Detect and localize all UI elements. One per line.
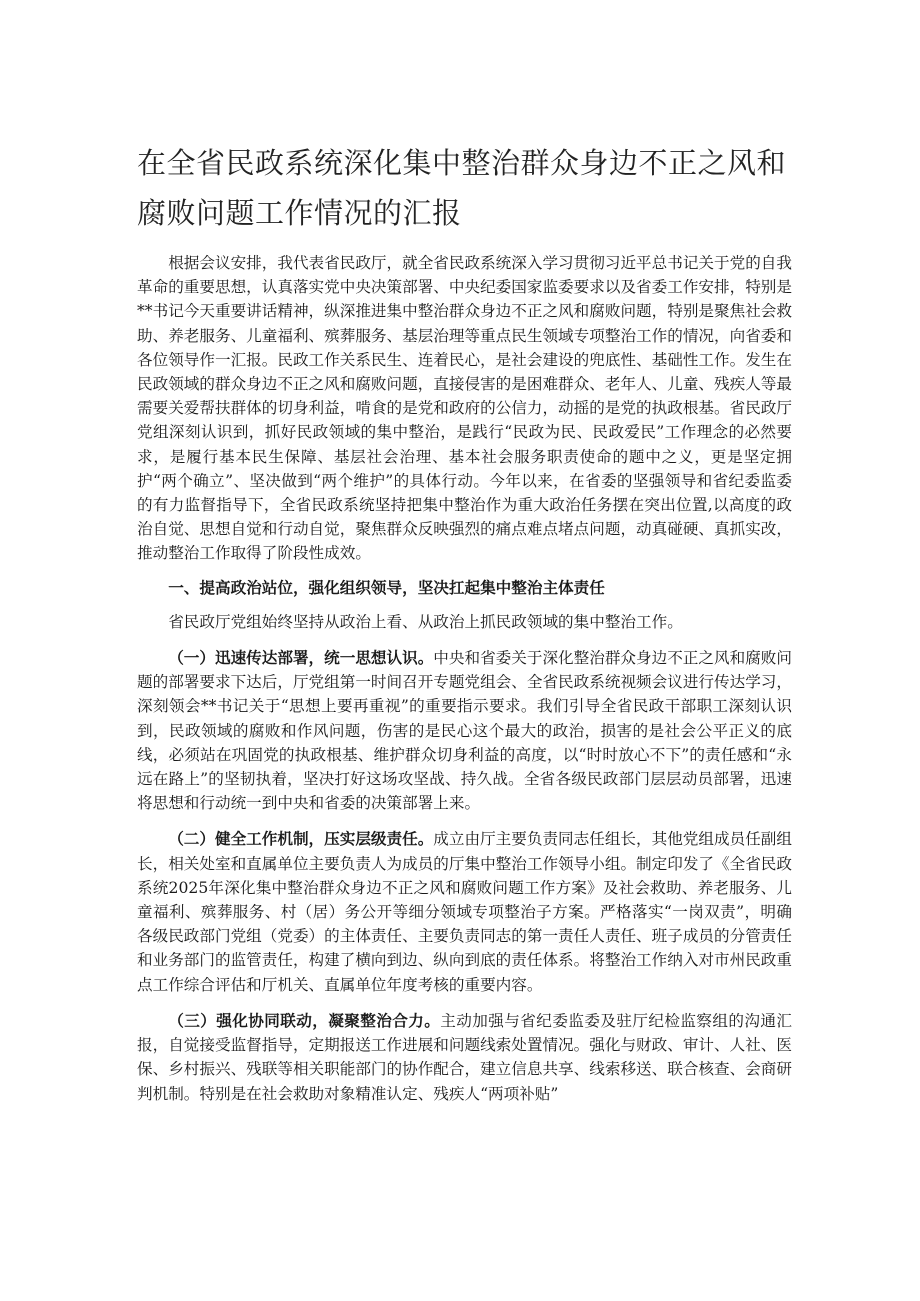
subsection-2 <box>137 827 792 996</box>
subsection-1 <box>137 646 792 815</box>
subsection-1-lead: （一）迅速传达部署，统一思想认识。 <box>168 648 434 668</box>
document-page <box>137 138 792 1114</box>
section-1-heading: 一、提高政治站位，强化组织领导，坚决扛起集中整治主体责任 <box>168 577 605 597</box>
subsection-3 <box>137 1009 792 1106</box>
document-title <box>137 138 792 238</box>
subsection-3-body: 主动加强与省纪委监委及驻厅纪检监察组的沟通汇报，自觉接受监督指导，定期报送工作进展和问题线索处置情况。强化与财政、审计、人社、医保、乡村振兴、残联等相关职能部门的协作配合，建立信息共享、线索移送、联合核查、会商研判机制。特别是在社会救助对象精准认定、残疾人“两项补贴” <box>137 1011 792 1103</box>
section-1-intro: 省民政厅党组始终坚持从政治上看、从政治上抓民政领域的集中整治工作。 <box>168 612 683 631</box>
subsection-1-body: 中央和省委关于深化整治群众身边不正之风和腐败问题的部署要求下达后，厅党组第一时间召开专题党组会、全省民政系统视频会议进行传达学习，深刻领会**书记关于“思想上要再重视”的重要指示要求。我们引导全省民政干部职工深刻认识到，民政领域的腐败和作风问题，伤害的是民心这个最大的政治，损害的是社会公平正义的底线，必须站在巩固党的执政根基、维护群众切身利益的高度，以“时时放心不下”的责任感和“永远在路上”的坚韧执着，坚决打好这场攻坚战、持久战。全省各级民政部门层层动员部署，迅速将思想和行动统一到中央和省委的决策部署上来。 <box>137 649 792 813</box>
subsection-3-lead: （三）强化协同联动，凝聚整治合力。 <box>168 1010 441 1030</box>
intro-paragraph: 根据会议安排，我代表省民政厅，就全省民政系统深入学习贯彻习近平总书记关于党的自我革命的重要思想，认真落实党中央决策部署、中央纪委国家监委要求以及省委工作安排，特别是**书记今天重要讲话精神，纵深推进集中整治群众身边不正之风和腐败问题，特别是聚焦社会救助、养老服务、儿童福利、殡葬服务、基层治理等重点民生领域专项整治工作的情况，向省委和各位领导作一汇报。民政工作关系民生、连着民心，是社会建设的兜底性、基础性工作。发生在民政领域的群众身边不正之风和腐败问题，直接侵害的是困难群众、老年人、儿童、残疾人等最需要关爱帮扶群体的切身利益，啃食的是党和政府的公信力，动摇的是党的执政根基。省民政厅党组深刻认识到，抓好民政领域的集中整治，是践行“民政为民、民政爱民”工作理念的必然要求，是履行基本民生保障、基层社会治理、基本社会服务职责使命的题中之义，更是坚定拥护“两个确立”、坚决做到“两个维护”的具体行动。今年以来，在省委的坚强领导和省纪委监委的有力监督指导下，全省民政系统坚持把集中整治作为重大政治任务摆在突出位置,以高度的政治自觉、思想自觉和行动自觉，聚焦群众反映强烈的痛点难点堵点问题，动真碰硬、真抓实改，推动整治工作取得了阶段性成效。 <box>137 254 792 563</box>
title-line-2: 腐败问题工作情况的汇报 <box>137 196 462 230</box>
title-line-1: 在全省民政系统深化集中整治群众身边不正之风和 <box>137 146 787 180</box>
subsection-2-lead: （二）健全工作机制，压实层级责任。 <box>168 829 434 849</box>
subsection-2-body: 成立由厅主要负责同志任组长，其他党组成员任副组长，相关处室和直属单位主要负责人为成员的厅集中整治工作领导小组。制定印发了《全省民政系统2025年深化集中整治群众身边不正之风和腐败问题工作方案》及社会救助、养老服务、儿童福利、殡葬服务、村（居）务公开等细分领域专项整治子方案。严格落实“一岗双责”，明确各级民政部门党组（党委）的主体责任、主要负责同志的第一责任人责任、班子成员的分管责任和业务部门的监管责任，构建了横向到边、纵向到底的责任体系。将整治工作纳入对市州民政重点工作综合评估和厅机关、直属单位年度考核的重要内容。 <box>137 830 792 994</box>
